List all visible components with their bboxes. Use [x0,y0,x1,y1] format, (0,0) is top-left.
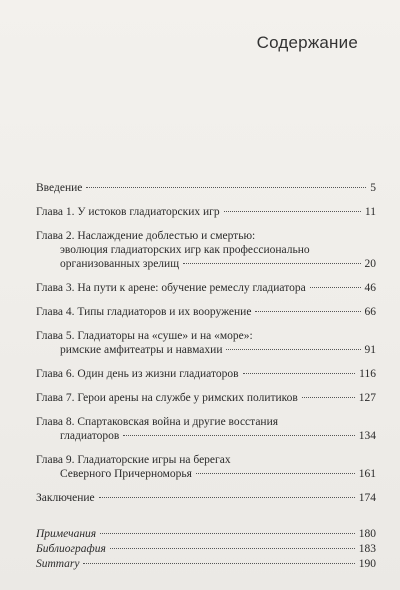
toc-entry-subtitle: римские амфитеатры и навмахии [60,344,223,356]
toc-entry-title: Глава 8. Спартаковская война и другие восстания [36,416,279,428]
toc-page-number: 174 [358,492,376,504]
toc-entry-line [36,343,376,357]
toc-entry-title: Введение [36,182,83,194]
toc-entry-line [36,527,376,541]
toc-entry [36,367,376,381]
toc-leader-dots [224,211,361,212]
toc-entry-title: Глава 7. Герои арены на службе у римских политиков [36,392,298,404]
toc-page-number: 127 [358,392,376,404]
toc-entry [36,305,376,319]
toc-leader-dots [226,349,360,350]
toc-page-number: 20 [364,258,376,270]
toc-leader-dots [255,311,360,312]
toc-leader-dots [110,548,355,549]
toc-leader-dots [99,497,355,498]
toc-page-number: 91 [364,344,376,356]
toc-leader-dots [302,397,355,398]
toc-leader-dots [183,263,360,264]
toc-entry [36,391,376,405]
toc-page-number: 116 [359,368,376,380]
toc-entry-subtitle: эволюция гладиаторских игр как профессионально [60,244,310,256]
toc-entry-title: Заключение [36,492,95,504]
toc-page-number: 190 [358,558,376,570]
toc-entry [36,527,376,541]
toc-entry [36,453,376,481]
toc-entry-title: Глава 1. У истоков гладиаторских игр [36,206,220,218]
toc-entry [36,229,376,271]
toc-entry-subtitle: гладиаторов [60,430,120,442]
toc-entry-line [36,281,376,295]
toc-leader-dots [123,435,354,436]
toc-entry-title: Библиография [36,543,106,555]
toc-entry-title: Примечания [36,528,97,540]
toc-page-number: 180 [358,528,376,540]
toc-entry [36,181,376,195]
toc-page-number: 11 [364,206,376,218]
toc-page-number: 161 [358,468,376,480]
toc-entry-title: Глава 2. Наслаждение доблестью и смертью: [36,230,256,242]
toc-entry-line [36,429,376,443]
toc-leader-dots [243,373,356,374]
toc-entry-line [36,367,376,381]
toc-entry-title: Глава 3. На пути к арене: обучение ремеслу гладиатора [36,282,306,294]
toc-leader-dots [310,287,361,288]
toc-entry [36,329,376,357]
toc-entry-line [36,391,376,405]
toc-entry-line [36,205,376,219]
toc-entry-title: Summary [36,558,80,570]
toc-page-number: 5 [370,182,376,194]
toc-page-number: 66 [364,306,376,318]
toc-entry [36,415,376,443]
toc-entry [36,281,376,295]
toc-entry-subtitle: организованных зрелищ [60,258,180,270]
toc-entry-title: Глава 5. Гладиаторы на «суше» и на «море»: [36,330,253,342]
toc-leader-dots [86,187,366,188]
toc-entry [36,205,376,219]
table-of-contents [36,181,376,572]
toc-leader-dots [100,533,355,534]
toc-entry-line [36,257,376,271]
toc-entry-line [36,305,376,319]
toc-leader-dots [83,563,354,564]
toc-entry-title: Глава 9. Гладиаторские игры на берегах [36,454,231,466]
toc-entry-line [36,181,376,195]
toc-entry-title: Глава 4. Типы гладиаторов и их вооружение [36,306,252,318]
toc-entry-line [36,467,376,481]
toc-entry-title: Глава 6. Один день из жизни гладиаторов [36,368,239,380]
toc-entry [36,491,376,505]
toc-entry-line [36,542,376,556]
toc-page-number: 134 [358,430,376,442]
toc-entry-line [36,557,376,571]
toc-page-number: 46 [364,282,376,294]
toc-page-number: 183 [358,543,376,555]
toc-entry [36,542,376,556]
toc-leader-dots [196,473,355,474]
toc-entry-subtitle: Северного Причерноморья [60,468,192,480]
toc-entry [36,557,376,571]
page-title: Содержание [256,33,358,52]
toc-entry-line [36,491,376,505]
